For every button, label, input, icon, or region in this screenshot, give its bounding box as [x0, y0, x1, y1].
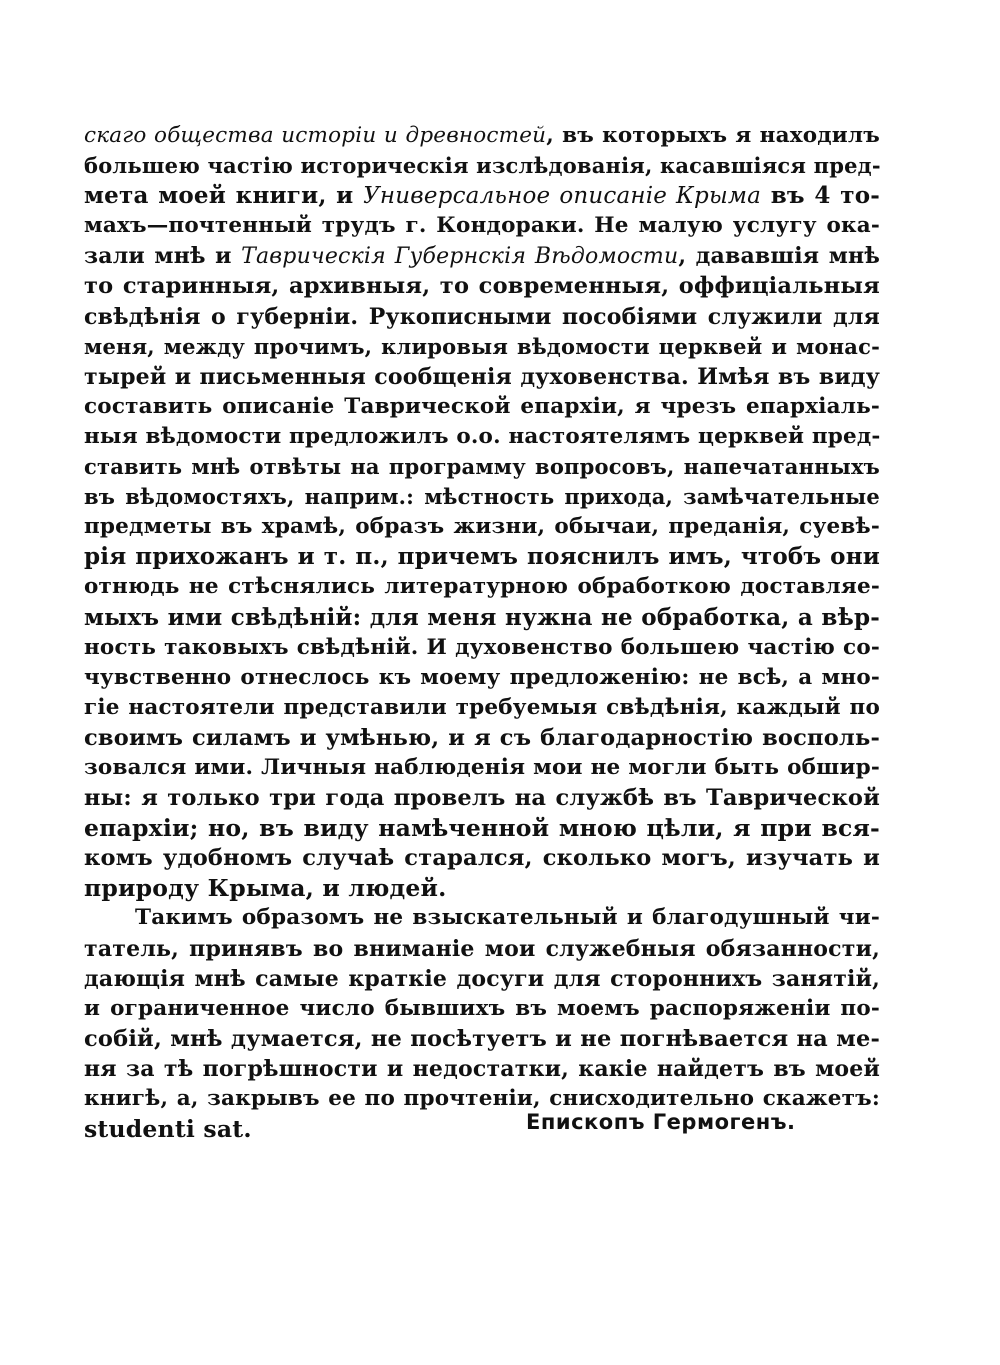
line-text: studenti sat.: [84, 1115, 252, 1144]
line-text: , дававшія мнѣ: [678, 243, 880, 270]
line-text: природу Крыма, и людей.: [84, 874, 447, 903]
text-line: [84, 934, 880, 964]
text-line: [84, 633, 880, 663]
text-line: [84, 1054, 880, 1084]
line-text: тырей и письменныя сообщенія духовенства. Имѣя въ виду: [84, 363, 880, 390]
line-text: чувственно отнеслось къ моему предложенію: не всѣ, а мно-: [84, 664, 880, 690]
line-text: Такимъ образомъ не взыскательный и благодушный чи-: [135, 905, 880, 931]
line-text: дающія мнѣ самые краткіе досуги для стороннихъ занятій,: [84, 965, 880, 992]
line-text: мета моей книги, и: [84, 182, 364, 210]
line-text: ня за тѣ погрѣшности и недостатки, какіе найдетъ въ моей: [84, 1055, 880, 1082]
text-line: [84, 392, 880, 422]
text-line: [84, 211, 880, 241]
line-text: епархіи; но, въ виду намѣченной мною цѣли, я при вся-: [84, 814, 880, 843]
line-text: составить описаніе Таврической епархіи, я чрезъ епархіаль-: [84, 393, 880, 419]
line-text: зовался ими. Личныя наблюденія мои не могли быть обшир-: [84, 754, 880, 780]
line-text: ны: я только три года провелъ на службѣ въ Таврической: [84, 785, 880, 812]
text-line: [84, 482, 880, 512]
line-text: зали мнѣ и: [84, 243, 242, 270]
text-line: [84, 362, 880, 392]
line-text: комъ удобномъ случаѣ старался, сколько могъ, изучать и: [84, 845, 880, 872]
line-text: татель, принявъ во вниманіе мои служебныя обязанности,: [84, 935, 880, 962]
text-line: [84, 1024, 880, 1054]
text-line: [84, 452, 880, 482]
text-line: [84, 121, 880, 151]
text-line: [84, 873, 880, 903]
text-line: [84, 512, 880, 542]
text-line: [84, 723, 880, 753]
italic-title-text: Универсальное описаніе Крыма: [363, 183, 762, 210]
text-line: [84, 783, 880, 813]
line-text: ныя вѣдомости предложилъ о.о. настоятелямъ церквей пред-: [84, 423, 881, 449]
text-line: [84, 181, 880, 211]
line-text: рія прихожанъ и т. п., причемъ пояснилъ имъ, чтобъ они: [84, 543, 880, 571]
line-text: гіе настоятели представили требуемыя свѣдѣнія, каждый по: [84, 694, 880, 720]
line-text: отнюдь не стѣснялись литературною обработкою доставляе-: [84, 574, 880, 600]
text-line: [84, 241, 880, 271]
text-line: [84, 994, 880, 1024]
line-text: ность таковыхъ свѣдѣній. И духовенство большею частію со-: [84, 634, 880, 660]
text-line: [84, 422, 880, 452]
signature: Епископъ Гермогенъ.: [526, 1110, 796, 1134]
line-text: ставить мнѣ отвѣты на программу вопросовъ, напечатанныхъ: [84, 454, 880, 480]
line-text: меня, между прочимъ, клировыя вѣдомости церквей и монас-: [84, 333, 880, 359]
text-line: [84, 813, 880, 843]
line-text: предметы въ храмѣ, образъ жизни, обычаи, преданія, суевѣ-: [84, 514, 880, 540]
line-text: мыхъ ими свѣдѣній: для меня нужна не обработка, а вѣр-: [84, 603, 880, 631]
body-text: [84, 121, 880, 1144]
text-line: [84, 151, 880, 181]
text-line: [84, 572, 880, 602]
line-text: свѣдѣнія о губерніи. Рукописными пособіями служили для: [84, 303, 880, 330]
text-line: [84, 302, 880, 332]
line-text: , въ которыхъ я находилъ: [546, 123, 880, 148]
text-line: [84, 663, 880, 693]
line-text: то старинныя, архивныя, то современныя, оффиціальныя: [84, 273, 880, 300]
text-line: [84, 964, 880, 994]
text-line: [84, 843, 880, 873]
line-text: большею частію историческія изслѣдованія, касавшіяся пред-: [84, 153, 881, 179]
text-line: [84, 693, 880, 723]
line-text: въ вѣдомостяхъ, наприм.: мѣстность прихода, замѣчательные: [84, 484, 880, 510]
line-text: и ограниченное число бывшихъ въ моемъ распоряженіи по-: [84, 995, 880, 1021]
line-text: собій, мнѣ думается, не посѣтуетъ и не погнѣвается на ме-: [84, 1025, 880, 1052]
italic-title-text: скаго общества исторіи и древностей: [84, 123, 547, 148]
text-line: [84, 603, 880, 633]
italic-title-text: Таврическія Губернскія Вѣдомости: [241, 244, 679, 270]
text-line: [84, 903, 880, 933]
text-line: [84, 271, 880, 301]
line-text: своимъ силамъ и умѣнью, и я съ благодарностію восполь-: [84, 724, 880, 751]
text-line: [84, 753, 880, 783]
text-line: [84, 542, 880, 572]
line-text: книгѣ, а, закрывъ ее по прочтеніи, снисходительно скажетъ:: [84, 1086, 880, 1111]
line-text: въ 4 то-: [761, 182, 880, 210]
line-text: махъ—почтенный трудъ г. Кондораки. Не малую услугу ока-: [84, 213, 880, 239]
text-line: [84, 332, 880, 362]
